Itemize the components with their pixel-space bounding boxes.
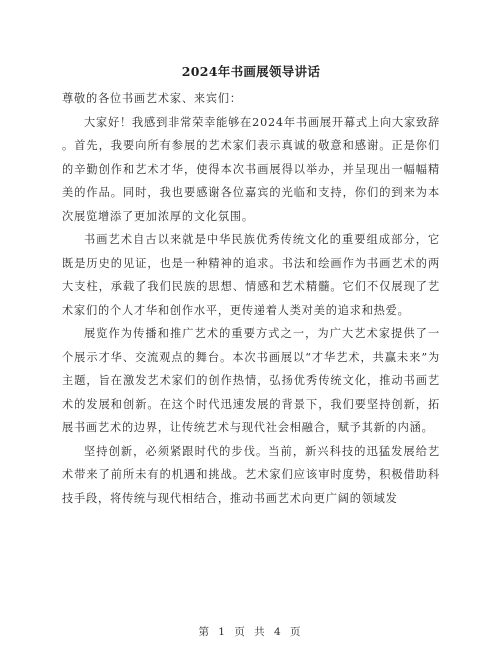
- body-paragraph-1: 大家好！我感到非常荣幸能够在2024年书画展开幕式上向大家致辞。首先，我要向所有参展的艺术家们表示真诚的敬意和感谢。正是你们的辛勤创作和艺术才华，使得本次书画展得以举办，并呈现出一幅幅精美的作品。同时，我也要感谢各位嘉宾的光临和支持，你们的到来为本次展览增添了更加浓厚的文化氛围。: [62, 115, 440, 223]
- body-paragraph-3: 展览作为传播和推广艺术的重要方式之一，为广大艺术家提供了一个展示才华、交流观点的舞台。本次书画展以“才华艺术，共赢未来”为主题，旨在激发艺术家们的创作热情，弘扬优秀传统文化，推动书画艺术的发展和创新。在这个时代迅速发展的背景下，我们要坚持创新，拓展书画艺术的边界，让传统艺术与现代社会相融合，赋予其新的内涵。: [62, 327, 440, 434]
- body-paragraph-2: 书画艺术自古以来就是中华民族优秀传统文化的重要组成部分，它既是历史的见证，也是一种精神的追求。书法和绘画作为书画艺术的两大支柱，承载了我们民族的思想、情感和艺术精髓。它们不仅展现了艺术家们的个人才华和创作水平，更传递着人类对美的追求和热爱。: [62, 233, 440, 317]
- page-number-footer: 第 1 页 共 4 页: [198, 626, 304, 638]
- greeting-line: 尊敬的各位书画艺术家、来宾们：: [62, 92, 242, 105]
- document-body: [62, 87, 440, 510]
- document-title: 2024年书画展领导讲话: [181, 64, 321, 79]
- body-paragraph-4: 坚持创新，必须紧跟时代的步伐。当前，新兴科技的迅猛发展给艺术带来了前所未有的机遇和挑战。艺术家们应该审时度势，积极借助科技手段，将传统与现代相结合，推动书画艺术向更广阔的领域发: [62, 444, 440, 505]
